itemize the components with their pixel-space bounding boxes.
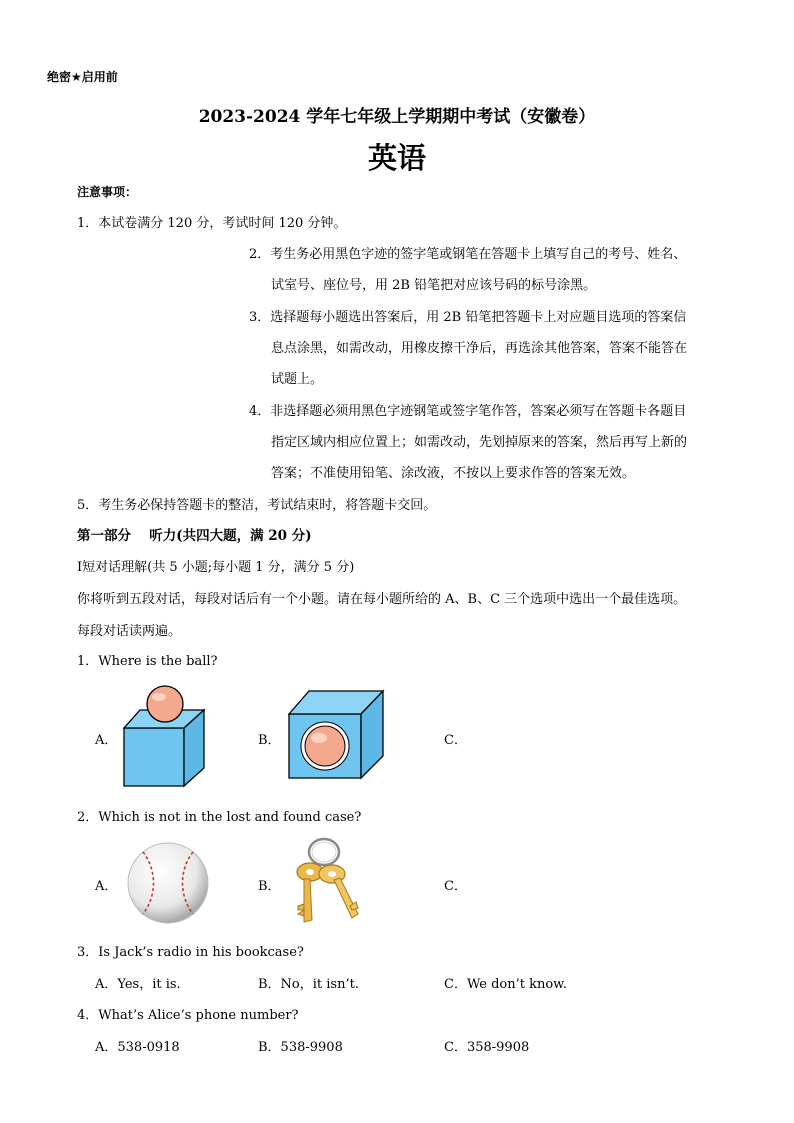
option-b-label: B． — [258, 879, 281, 894]
option-b-label: B．No，it isn’t. — [258, 977, 359, 992]
note-item: 4．非选择题必须用黑色字迹钢笔或签字笔作答，答案必须写在答题卡各题目 — [249, 404, 687, 419]
ball-on-box-image — [118, 682, 210, 788]
option-a-label: A．Yes，it is. — [95, 977, 181, 992]
note-item: 试题上。 — [271, 372, 324, 387]
option-c-label: C． — [444, 879, 467, 894]
keys-image — [288, 834, 362, 926]
question-stem: 3．Is Jack’s radio in his bookcase? — [77, 945, 304, 960]
option-b-label: B． — [258, 733, 281, 748]
note-item: 答案；不准使用铅笔、涂改液，不按以上要求作答的答案无效。 — [271, 466, 636, 481]
note-item: 3．选择题每小题选出答案后，用 2B 铅笔把答题卡上对应题目选项的答案信 — [249, 310, 687, 325]
section-heading: Ⅰ短对话理解(共 5 小题;每小题 1 分，满分 5 分) — [77, 560, 355, 575]
question-stem: 2．Which is not in the lost and found case? — [77, 810, 362, 825]
exam-title: 2023-2024 学年七年级上学期期中考试（安徽卷） — [198, 107, 596, 127]
option-b-label: B．538-9908 — [258, 1040, 343, 1055]
confidential-label: 绝密★启用前 — [47, 70, 118, 84]
instruction: 你将听到五段对话，每段对话后有一个小题。请在每小题所给的 A、B、C 三个选项中选出一个最佳选项。 — [77, 592, 687, 607]
note-item: 息点涂黑，如需改动，用橡皮擦干净后，再选涂其他答案，答案不能答在 — [271, 341, 688, 356]
note-item: 2．考生务必用黑色字迹的签字笔或钢笔在答题卡上填写自己的考号、姓名、 — [249, 247, 687, 262]
option-a-label: A． — [95, 879, 118, 894]
question-stem: 4．What’s Alice’s phone number? — [77, 1008, 299, 1023]
note-item: 5．考生务必保持答题卡的整洁，考试结束时，将答题卡交回。 — [77, 498, 437, 513]
note-item: 试室号、座位号，用 2B 铅笔把对应该号码的标号涂黑。 — [271, 278, 597, 293]
subject-title: 英语 — [367, 141, 426, 175]
notes-heading: 注意事项： — [77, 185, 138, 199]
note-item: 指定区域内相应位置上；如需改动，先划掉原来的答案，然后再写上新的 — [271, 435, 688, 450]
question-stem: 1．Where is the ball? — [77, 654, 218, 669]
option-c-label: C．We don’t know. — [444, 977, 567, 992]
part-heading: 第一部分 听力(共四大题，满 20 分) — [77, 528, 312, 544]
option-a-label: A．538-0918 — [95, 1040, 180, 1055]
baseball-image — [125, 840, 211, 926]
note-item: 1．本试卷满分 120 分，考试时间 120 分钟。 — [77, 216, 347, 231]
option-c-label: C． — [444, 733, 467, 748]
ball-in-box-image — [285, 688, 385, 780]
instruction: 每段对话读两遍。 — [77, 624, 182, 639]
option-c-label: C．358-9908 — [444, 1040, 530, 1055]
option-a-label: A． — [95, 733, 118, 748]
